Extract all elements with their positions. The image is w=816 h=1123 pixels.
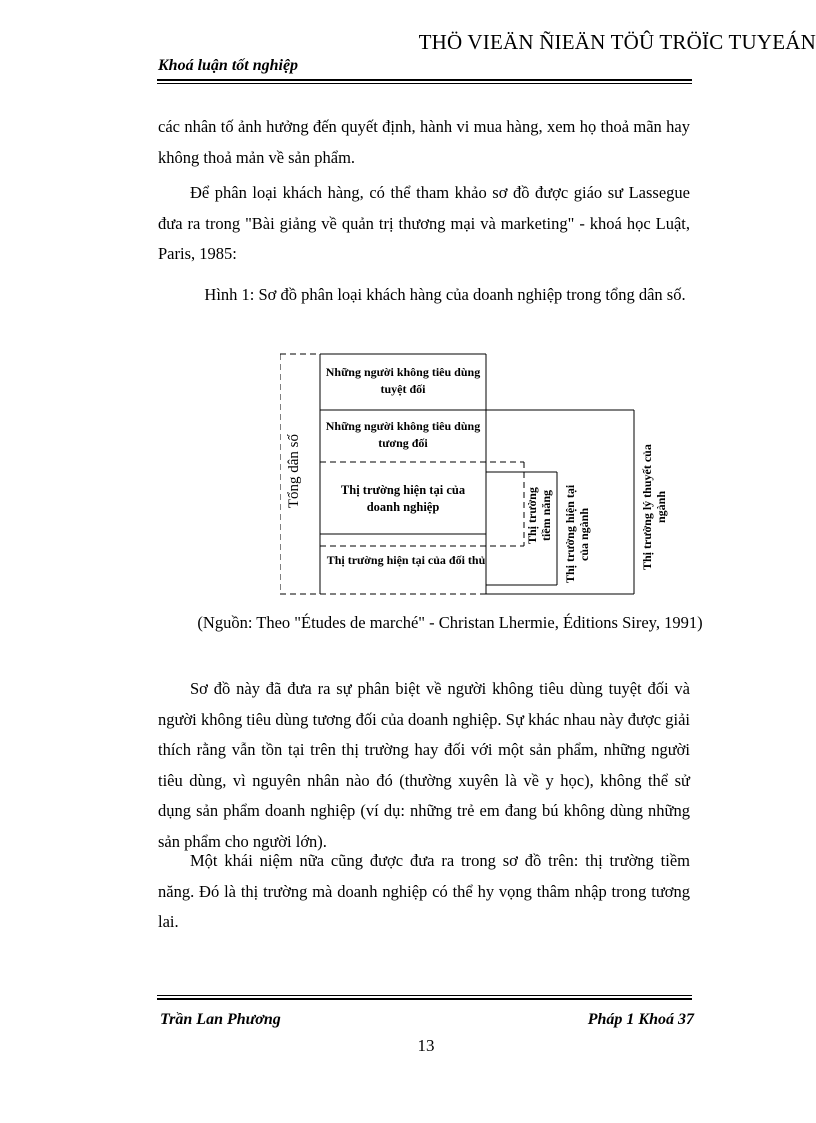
- header-rule: [157, 79, 692, 81]
- theoretical-market-industry-label: Thị trường lý thuyết của ngành: [640, 444, 668, 570]
- relative-nonconsumers-label: Những người không tiêu dùng tương đối: [325, 419, 481, 450]
- current-market-industry-label: Thị trường hiện tại của ngành: [563, 484, 591, 584]
- current-market-competitors-label: Thị trường hiện tại của đối thủ: [326, 553, 486, 567]
- header-rule-thin: [157, 83, 692, 84]
- absolute-nonconsumers-label: Những người không tiêu dùng tuyệt đối: [325, 365, 481, 396]
- potential-market-label: Thị trường tiềm năng: [525, 487, 553, 545]
- paragraph-3: Sơ đồ này đã đưa ra sự phân biệt về người không tiêu dùng tuyệt đối và người không tiêu dùng tương đối của doanh nghiệp. Sự khác nhau này được giải thích rằng vẫn tồn tại trên thị trường hay đối với một sản phẩm, những người tiêu dùng, vì nguyên nhân nào đó (thường xuyên là về y học), không thể sử dụng sản phẩm doanh nghiệp (ví dụ: những trẻ em đang bú không dùng những sản phẩm cho người lớn).: [158, 679, 690, 851]
- current-market-company-label: Thị trường hiện tại của doanh nghiệp: [340, 483, 466, 514]
- paragraph-1: các nhân tố ảnh hưởng đến quyết định, hành vi mua hàng, xem họ thoả mãn hay không thoả mản về sản phẩm.: [158, 117, 690, 167]
- footer-rule-thin: [157, 995, 692, 996]
- total-population-label: Tổng dân số: [286, 434, 302, 509]
- customer-classification-diagram: [280, 352, 668, 597]
- paragraph-2: Để phân loại khách hàng, có thể tham khảo sơ đồ được giáo sư Lassegue đưa ra trong "Bài giảng về quản trị thương mại và marketing" - khoá học Luật, Paris, 1985:: [158, 183, 690, 263]
- footer-rule: [157, 998, 692, 1000]
- page-number: 13: [417, 1036, 435, 1055]
- thesis-title: Khoá luận tốt nghiệp: [158, 57, 299, 74]
- library-watermark-header: THÖ VIEÄN ÑIEÄN TÖÛ TRÖÏC TUYEÁN: [418, 30, 816, 54]
- figure-source: (Nguồn: Theo "Études de marché" - Christan Lhermie, Éditions Sirey, 1991): [197, 613, 703, 632]
- author-name: Trần Lan Phương: [160, 1011, 281, 1028]
- class-name: Pháp 1 Khoá 37: [587, 1011, 694, 1028]
- figure-caption: Hình 1: Sơ đồ phân loại khách hàng của doanh nghiệp trong tổng dân số.: [204, 285, 686, 304]
- paragraph-4: Một khái niệm nữa cũng được đưa ra trong sơ đồ trên: thị trường tiềm năng. Đó là thị trường mà doanh nghiệp có thể hy vọng thâm nhập trong tương lai.: [158, 851, 690, 931]
